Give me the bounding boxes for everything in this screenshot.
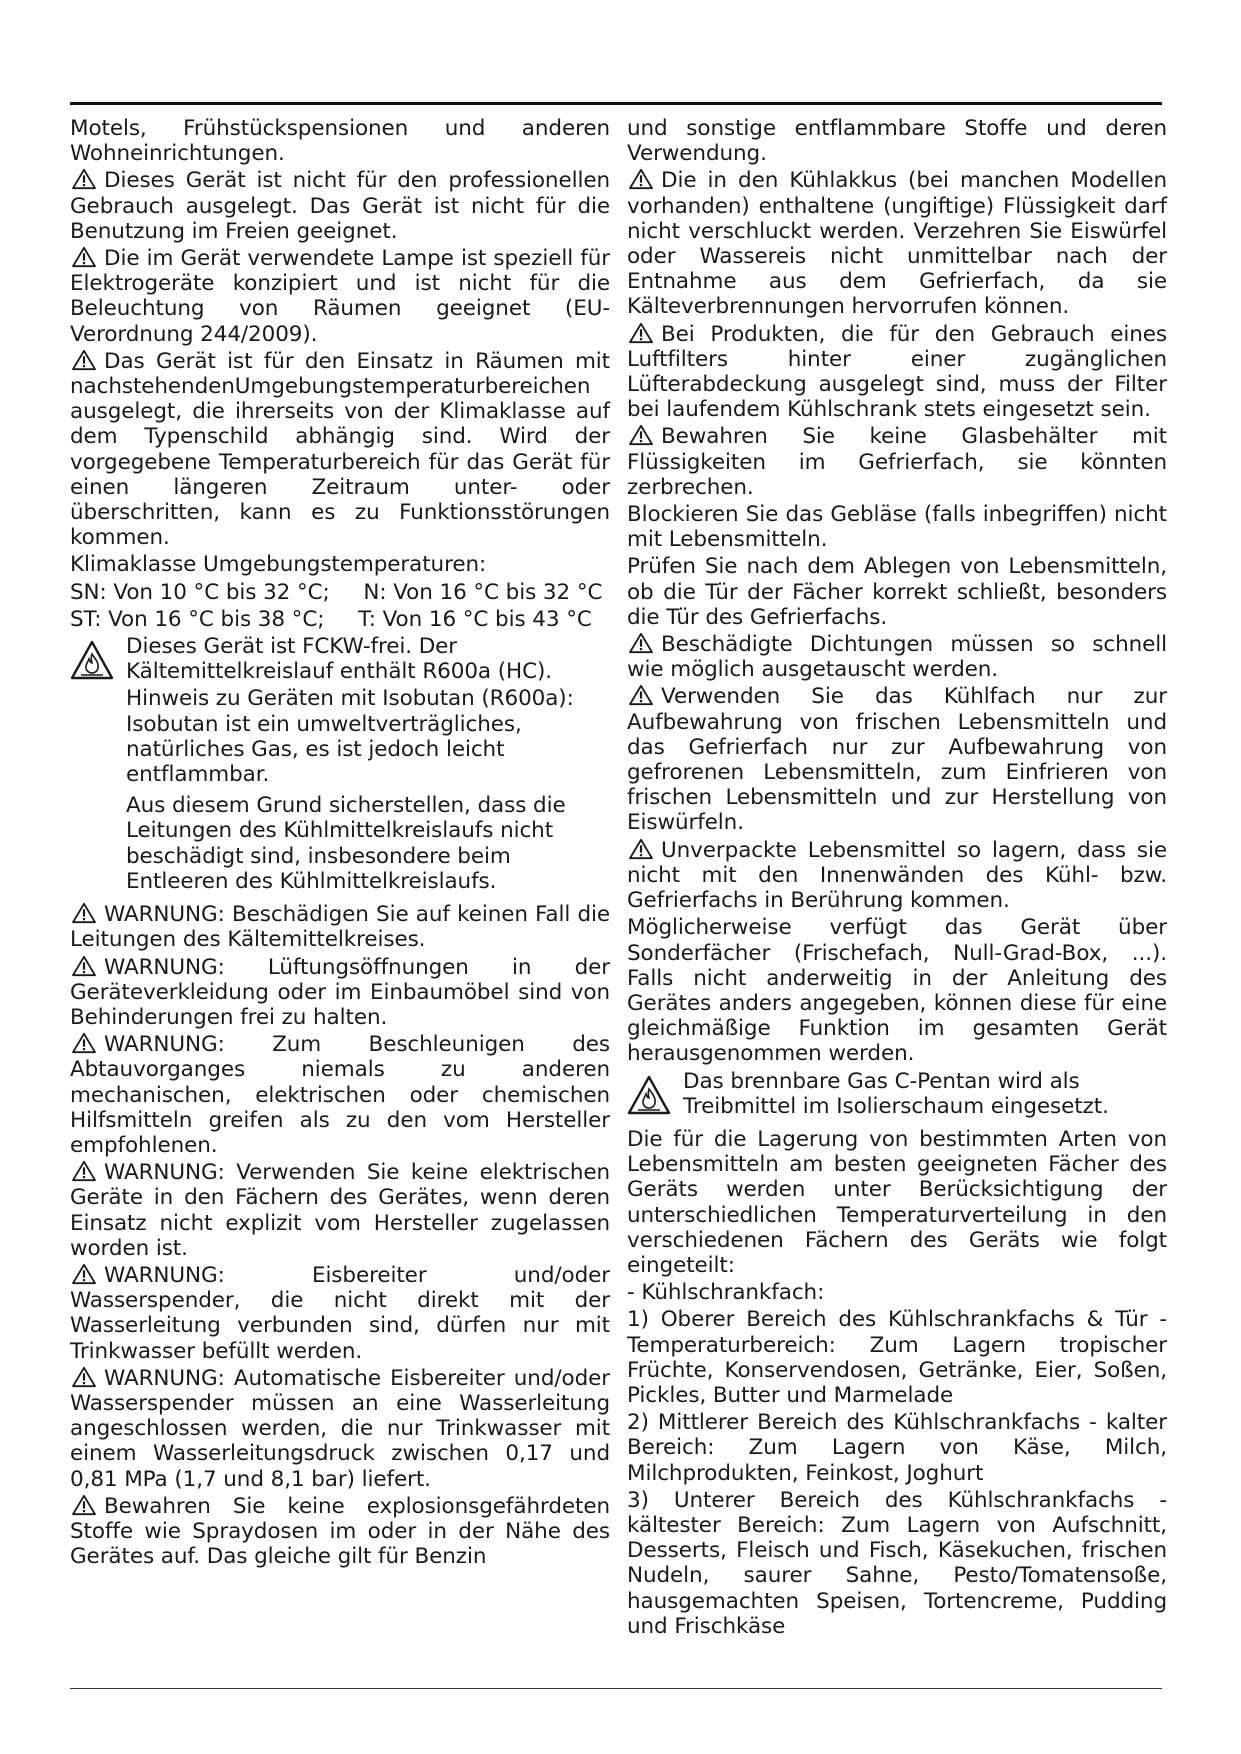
warning-icon (627, 424, 655, 446)
paragraph: Aus diesem Grund sicherstellen, dass die Leitungen des Kühlmittelkreislaufs nicht beschädigt sind, insbesondere beim Entleeren des Kühlmittelkreislaufs. (126, 793, 566, 894)
right-column (627, 116, 1167, 1641)
warning-icon (70, 955, 98, 977)
flammable-warning-icon (70, 640, 114, 680)
warning-icon (70, 1032, 98, 1054)
warning-paragraph: WARNUNG: Zum Beschleunigen des Abtauvorganges niemals zu anderen mechanischen, elektrischen oder chemischen Hilfsmitteln greifen als zu den vom Hersteller empfohlenen. (70, 1032, 610, 1158)
klima-line: ST: Von 16 °C bis 38 °C; T: Von 16 °C bis 43 °C (70, 606, 592, 632)
paragraph: Dieses Gerät ist FCKW-frei. Der Kältemittelkreislauf enthält R600a (HC). (126, 634, 553, 685)
warning-paragraph: Das Gerät ist für den Einsatz in Räumen mit nachstehendenUmgebungstemperaturbereichen ausgelegt, die ihrerseits von der Klimaklasse auf dem Typenschild abhängig sind. Wird der vorgegebene Temperaturbereich für das Gerät für einen längeren Zeitraum unter- oder überschritten, kann es zu Funktionsstörungen kommen. (70, 348, 610, 551)
warning-paragraph: Unverpackte Lebensmittel so lagern, dass sie nicht mit den Innenwänden des Kühl- bzw. Gefrierfachs in Berührung kommen. (627, 837, 1167, 914)
paragraph: und sonstige entflammbare Stoffe und deren Verwendung. (627, 116, 1167, 167)
paragraph: Prüfen Sie nach dem Ablegen von Lebensmitteln, ob die Tür der Fächer korrekt schließt, besonders die Tür des Gefrierfachs. (627, 554, 1167, 630)
warning-paragraph: WARNUNG: Eisbereiter und/oder Wasserspender, die nicht direkt mit der Wasserleitung verbunden sind, dürfen nur mit Trinkwasser befüllt werden. (70, 1262, 610, 1364)
warning-paragraph: WARNUNG: Automatische Eisbereiter und/oder Wasserspender müssen an eine Wasserleitung angeschlossen werden, die nur Trinkwasser mit einem Wasserleitungsdruck zwischen 0,17 und 0,81 MPa (1,7 und 8,1 bar) liefert. (70, 1365, 610, 1492)
flammable-notice (70, 634, 610, 896)
warning-icon (70, 349, 98, 371)
paragraph: Möglicherweise verfügt das Gerät über Sonderfächer (Frischefach, Null-Grad-Box, ...). Falls nicht anderweitig in der Anleitung des Gerätes anders angegeben, können diese für eine gleichmäßige Funktion im gesamten Gerät herausgenommen werden. (627, 915, 1167, 1067)
paragraph: Die für die Lagerung von bestimmten Arten von Lebensmitteln am besten geeigneten Fächer des Geräts werden unter Berücksichtigung der unterschiedlichen Temperaturverteilung in den verschiedenen Fächern des Geräts wie folgt eingeteilt: (627, 1126, 1167, 1278)
warning-paragraph: WARNUNG: Verwenden Sie keine elektrischen Geräte in den Fächern des Gerätes, wenn deren Einsatz nicht explizit vom Hersteller zugelassen worden ist. (70, 1160, 610, 1261)
klima-heading: Klimaklasse Umgebungstemperaturen: (70, 552, 487, 578)
paragraph: Blockieren Sie das Gebläse (falls inbegriffen) nicht mit Lebensmitteln. (627, 502, 1167, 553)
warning-paragraph: Bewahren Sie keine explosionsgefährdeten Stoffe wie Spraydosen im oder in der Nähe des Gerätes auf. Das gleiche gilt für Benzin (70, 1493, 610, 1570)
warning-icon (627, 838, 655, 860)
warning-icon (70, 168, 98, 190)
paragraph: Motels, Frühstückspensionen und anderen Wohneinrichtungen. (70, 116, 610, 167)
paragraph: - Kühlschrankfach: (627, 1280, 825, 1306)
paragraph: Hinweis zu Geräten mit Isobutan (R600a): Isobutan ist ein umweltverträgliches, natürliches Gas, es ist jedoch leicht entflammbar. (126, 686, 574, 788)
warning-paragraph: Bei Produkten, die für den Gebrauch eines Luftfilters hinter einer zugänglichen Lüfterabdeckung ausgelegt sind, muss der Filter bei laufendem Kühlschrank stets eingesetzt sein. (627, 321, 1167, 423)
paragraph: 1) Oberer Bereich des Kühlschrankfachs & Tür - Temperaturbereich: Zum Lagern tropischer Früchte, Konservendosen, Getränke, Eier, Soßen, Pickles, Butter und Marmelade (627, 1307, 1167, 1408)
warning-icon (70, 1366, 98, 1388)
paragraph: Das brennbare Gas C-Pentan wird als Treibmittel im Isolierschaum eingesetzt. (683, 1068, 1109, 1119)
warning-paragraph: Beschädigte Dichtungen müssen so schnell wie möglich ausgetauscht werden. (627, 632, 1167, 683)
warning-paragraph: Bewahren Sie keine Glasbehälter mit Flüssigkeiten im Gefrierfach, sie könnten zerbrechen. (627, 424, 1167, 500)
warning-icon (627, 632, 655, 654)
flammable-notice (627, 1069, 1167, 1121)
warning-paragraph: Die im Gerät verwendete Lampe ist speziell für Elektrogeräte konzipiert und ist nicht für die Beleuchtung von Räumen geeignet (EU-Verordnung 244/2009). (70, 246, 610, 347)
warning-paragraph: WARNUNG: Lüftungsöffnungen in der Geräteverkleidung oder im Einbaumöbel sind von Behinderungen frei zu halten. (70, 954, 610, 1030)
bottom-rule (70, 1688, 1162, 1689)
top-rule (70, 102, 1162, 105)
warning-paragraph: Die in den Kühlakkus (bei manchen Modellen vorhanden) enthaltene (ungiftige) Flüssigkeit darf nicht verschluckt werden. Verzehren Sie Eiswürfel oder Wassereis nicht unmittelbar nach der Entnahme aus dem Gefrierfach, da sie Kälteverbrennungen hervorrufen können. (627, 168, 1167, 320)
warning-paragraph: Verwenden Sie das Kühlfach nur zur Aufbewahrung von frischen Lebensmitteln und das Gefrierfach nur zur Aufbewahrung von gefrorenen Lebensmitteln, zum Einfrieren von frischen Lebensmitteln und zur Herstellung von Eiswürfeln. (627, 684, 1167, 836)
warning-icon (627, 322, 655, 344)
warning-icon (70, 1263, 98, 1285)
klima-line: SN: Von 10 °C bis 32 °C; N: Von 16 °C bis 32 °C (70, 579, 603, 605)
warning-icon (627, 168, 655, 190)
warning-paragraph: Dieses Gerät ist nicht für den professionellen Gebrauch ausgelegt. Das Gerät ist nicht für die Benutzung im Freien geeignet. (70, 168, 610, 244)
left-column (70, 116, 610, 1571)
warning-paragraph: WARNUNG: Beschädigen Sie auf keinen Fall die Leitungen des Kältemittelkreises. (70, 902, 610, 953)
warning-icon (70, 1160, 98, 1182)
paragraph: 2) Mittlerer Bereich des Kühlschrankfachs - kalter Bereich: Zum Lagern von Käse, Milch, Milchprodukten, Feinkost, Joghurt (627, 1410, 1167, 1486)
warning-icon (70, 902, 98, 924)
flammable-warning-icon (627, 1075, 671, 1115)
paragraph: 3) Unterer Bereich des Kühlschrankfachs - kältester Bereich: Zum Lagern von Aufschnitt, Desserts, Fleisch und Fisch, Käsekuchen, frischen Nudeln, saurer Sahne, Pesto/Tomatensoße, hausgemachten Speisen, Tortencreme, Pudding und Frischkäse (627, 1487, 1167, 1639)
warning-icon (70, 246, 98, 268)
warning-icon (627, 684, 655, 706)
warning-icon (70, 1494, 98, 1516)
